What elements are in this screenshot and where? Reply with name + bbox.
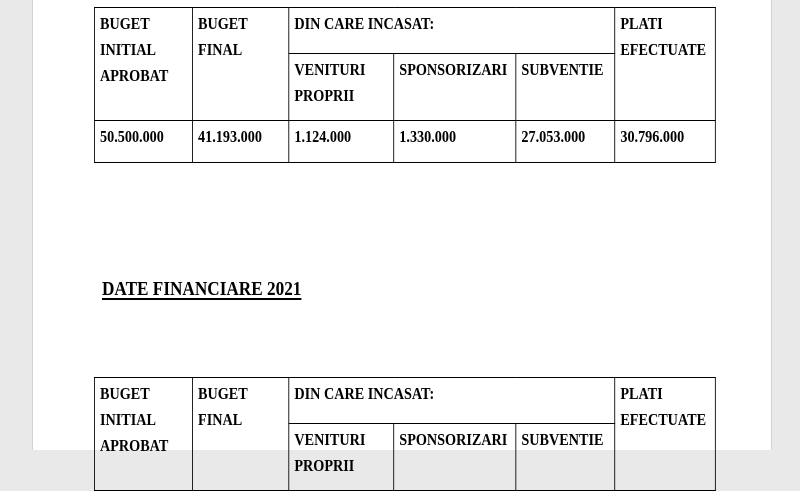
header-buget-initial: BUGET INITIAL APROBAT: [94, 8, 192, 121]
header-buget-final: BUGET FINAL: [192, 378, 288, 491]
financial-table-2: [94, 377, 716, 491]
header-din-care-incasat: DIN CARE INCASAT:: [289, 8, 615, 54]
header-buget-final: BUGET FINAL: [192, 8, 288, 121]
value-plati-efectuate: 30.796.000: [615, 121, 716, 163]
table-row: [94, 121, 715, 163]
header-buget-initial: BUGET INITIAL APROBAT: [94, 378, 192, 491]
header-subventie: SUBVENTIE: [516, 424, 615, 491]
header-sponsorizari: SPONSORIZARI: [394, 54, 516, 121]
header-venituri-proprii: VENITURI PROPRII: [289, 424, 394, 491]
header-subventie: SUBVENTIE: [516, 54, 615, 121]
header-plati-efectuate: PLATI EFECTUATE: [615, 8, 716, 121]
document-page: [32, 0, 772, 475]
value-subventie: 27.053.000: [516, 121, 615, 163]
header-din-care-incasat: DIN CARE INCASAT:: [289, 378, 615, 424]
header-sponsorizari: SPONSORIZARI: [394, 424, 516, 491]
header-venituri-proprii: VENITURI PROPRII: [289, 54, 394, 121]
value-sponsorizari: 1.330.000: [394, 121, 516, 163]
header-plati-efectuate: PLATI EFECTUATE: [615, 378, 716, 491]
value-venituri-proprii: 1.124.000: [289, 121, 394, 163]
value-buget-final: 41.193.000: [192, 121, 288, 163]
financial-table-1: [94, 7, 716, 163]
value-buget-initial: 50.500.000: [94, 121, 192, 163]
section-heading: DATE FINANCIARE 2021: [102, 278, 302, 300]
